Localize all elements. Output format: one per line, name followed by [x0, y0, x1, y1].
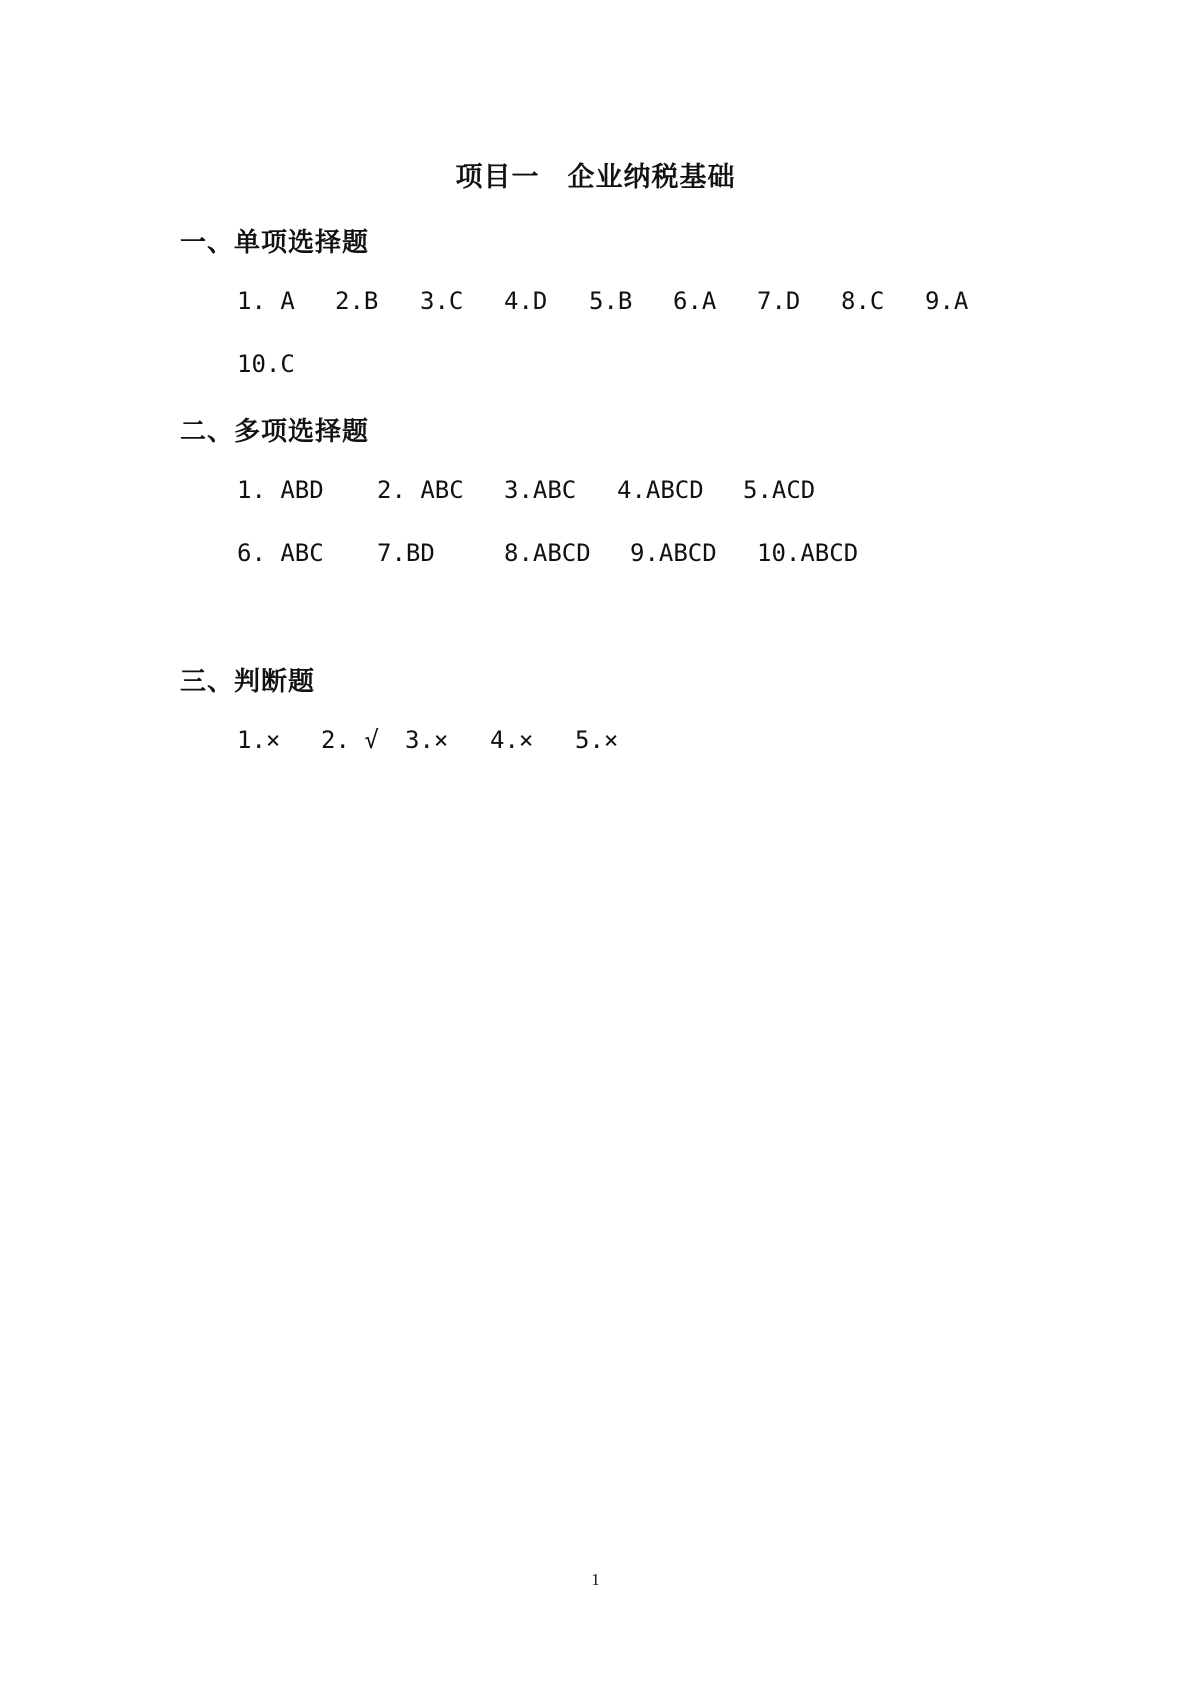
answer-item: 4.D [504, 287, 548, 315]
answer-item: 3.C [420, 287, 464, 315]
answer-item: 1. ABD [237, 476, 324, 504]
answer-item: 7.D [757, 287, 801, 315]
page-title: 项目一 企业纳税基础 [455, 162, 736, 193]
answer-item: 9.A [925, 287, 969, 315]
answer-item: 6.A [673, 287, 717, 315]
answer-item: 2.B [335, 287, 379, 315]
answer-item: 3.× [405, 726, 449, 754]
answer-item: 9.ABCD [630, 539, 717, 567]
answer-item: 4.× [490, 726, 534, 754]
answer-item: 5.× [575, 726, 619, 754]
answer-item: 8.ABCD [504, 539, 591, 567]
answer-item: 8.C [841, 287, 885, 315]
answer-item: 10.C [237, 350, 295, 378]
answer-item: 5.B [589, 287, 633, 315]
answer-item: 6. ABC [237, 539, 324, 567]
section-heading-single-choice: 一、单项选择题 [180, 228, 370, 258]
answer-item: 7.BD [377, 539, 435, 567]
answer-item: 1.× [237, 726, 281, 754]
section-heading-true-false: 三、判断题 [180, 667, 316, 697]
answer-item: 5.ACD [743, 476, 816, 504]
answer-item: 4.ABCD [617, 476, 704, 504]
answer-item: 10.ABCD [757, 539, 859, 567]
answer-item: 2. ABC [377, 476, 464, 504]
answer-item: 1. A [237, 287, 295, 315]
section-heading-multiple-choice: 二、多项选择题 [180, 417, 370, 447]
page-number: 1 [591, 1570, 600, 1589]
answer-item: 2. √ [321, 726, 379, 754]
answer-item: 3.ABC [504, 476, 577, 504]
